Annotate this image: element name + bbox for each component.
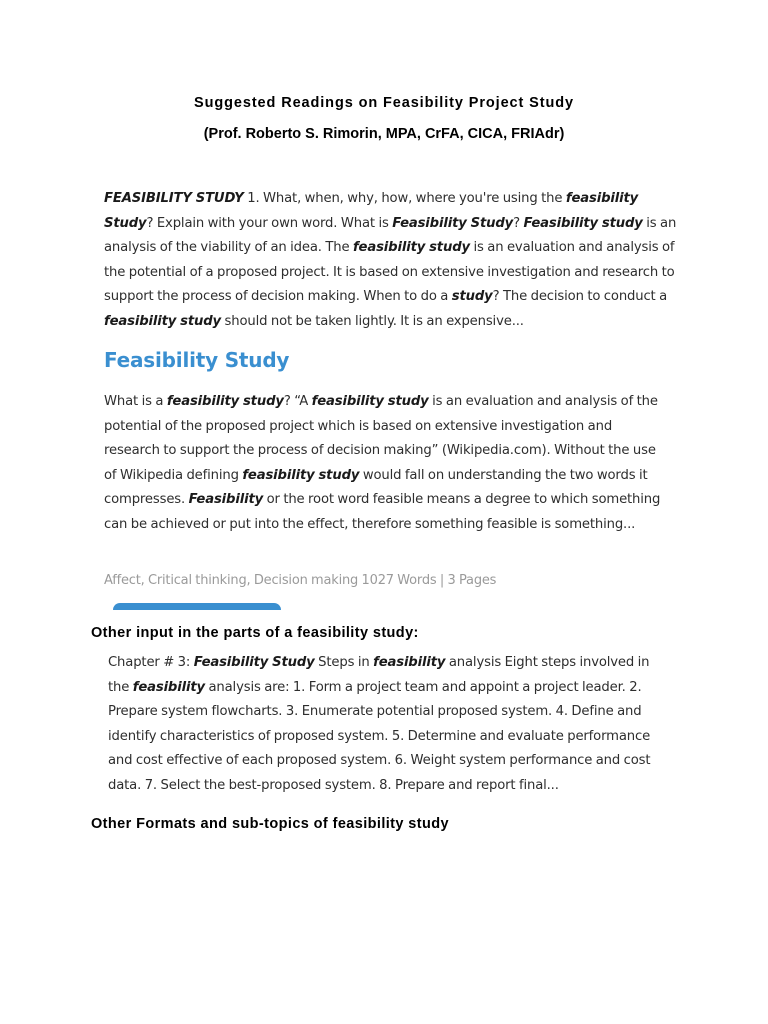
result-paragraph [104, 390, 664, 538]
author-line: (Prof. Roberto S. Rimorin, MPA, CrFA, CICA, FRIAdr) [203, 126, 565, 142]
result-button-edge [113, 603, 281, 610]
emphasized-term: feasibility study [311, 394, 429, 409]
text-run: is an analysis of the viability of an idea. The [104, 215, 677, 256]
text-run: What is a [104, 394, 167, 409]
text-run: should not be taken lightly. It is an expensive... [220, 313, 524, 329]
emphasized-term: feasibility study [104, 313, 221, 329]
result-meta: Affect, Critical thinking, Decision making 1027 Words | 3 Pages [104, 573, 497, 588]
text-run: ? [513, 215, 524, 231]
text-run: Steps in [314, 655, 374, 670]
chapter-paragraph [108, 651, 668, 799]
emphasized-term: feasibility [132, 679, 205, 695]
emphasized-term: Feasibility study [523, 215, 643, 231]
emphasized-term: feasibility study [352, 240, 470, 256]
text-run: analysis Eight steps involved in the [108, 655, 650, 695]
text-run: analysis are: 1. Form a project team and appoint a project leader. 2. Prepare system flowcharts. 3. Enumerate potential proposed system. 4. Define and identify characteristics of proposed system. 5. Determine and evaluate performance and cost effective of each proposed system. 6. Weight system performance and cost data. 7. Select the best-proposed system. 8. Prepare and report final... [108, 679, 651, 793]
emphasized-term: Feasibility [188, 492, 264, 508]
emphasized-term: Feasibility Study [193, 655, 315, 670]
text-run: 1. What, when, why, how, where you're using the [243, 191, 566, 206]
emphasized-term: feasibility [373, 655, 446, 670]
emphasized-term: Feasibility Study [392, 215, 514, 231]
text-run: or the root word feasible means a degree to which something can be achieved or put into the effect, therefore something feasible is something... [104, 492, 661, 532]
excerpt-paragraph [104, 187, 684, 335]
text-run: ? “A [283, 394, 312, 409]
emphasized-term: feasibility study [166, 394, 284, 409]
result-heading-link[interactable]: Feasibility Study [104, 348, 290, 372]
document-title: Suggested Readings on Feasibility Project Study [194, 95, 574, 111]
text-run: Chapter # 3: [108, 655, 194, 670]
text-run: would fall on understanding the two words it compresses. [104, 467, 648, 508]
emphasized-term: study [451, 289, 493, 305]
text-run: ? The decision to conduct a [492, 289, 668, 305]
text-run: is an evaluation and analysis of the potential of a proposed project. It is based on extensive investigation and research to support the process of decision making. When to do a [104, 240, 675, 305]
text-run: is an evaluation and analysis of the potential of the proposed project which is based on extensive investigation and research to support the process of decision making” (Wikipedia.com). Without the use of Wikipedia defining [104, 394, 658, 483]
emphasized-term: feasibility study [242, 467, 360, 483]
section-heading-formats: Other Formats and sub-topics of feasibility study [91, 816, 449, 832]
text-run: ? Explain with your own word. What is [146, 215, 393, 231]
section-heading-parts: Other input in the parts of a feasibility study: [91, 625, 419, 641]
emphasized-term: feasibility Study [104, 191, 639, 231]
emphasized-term: FEASIBILITY STUDY [104, 191, 244, 206]
